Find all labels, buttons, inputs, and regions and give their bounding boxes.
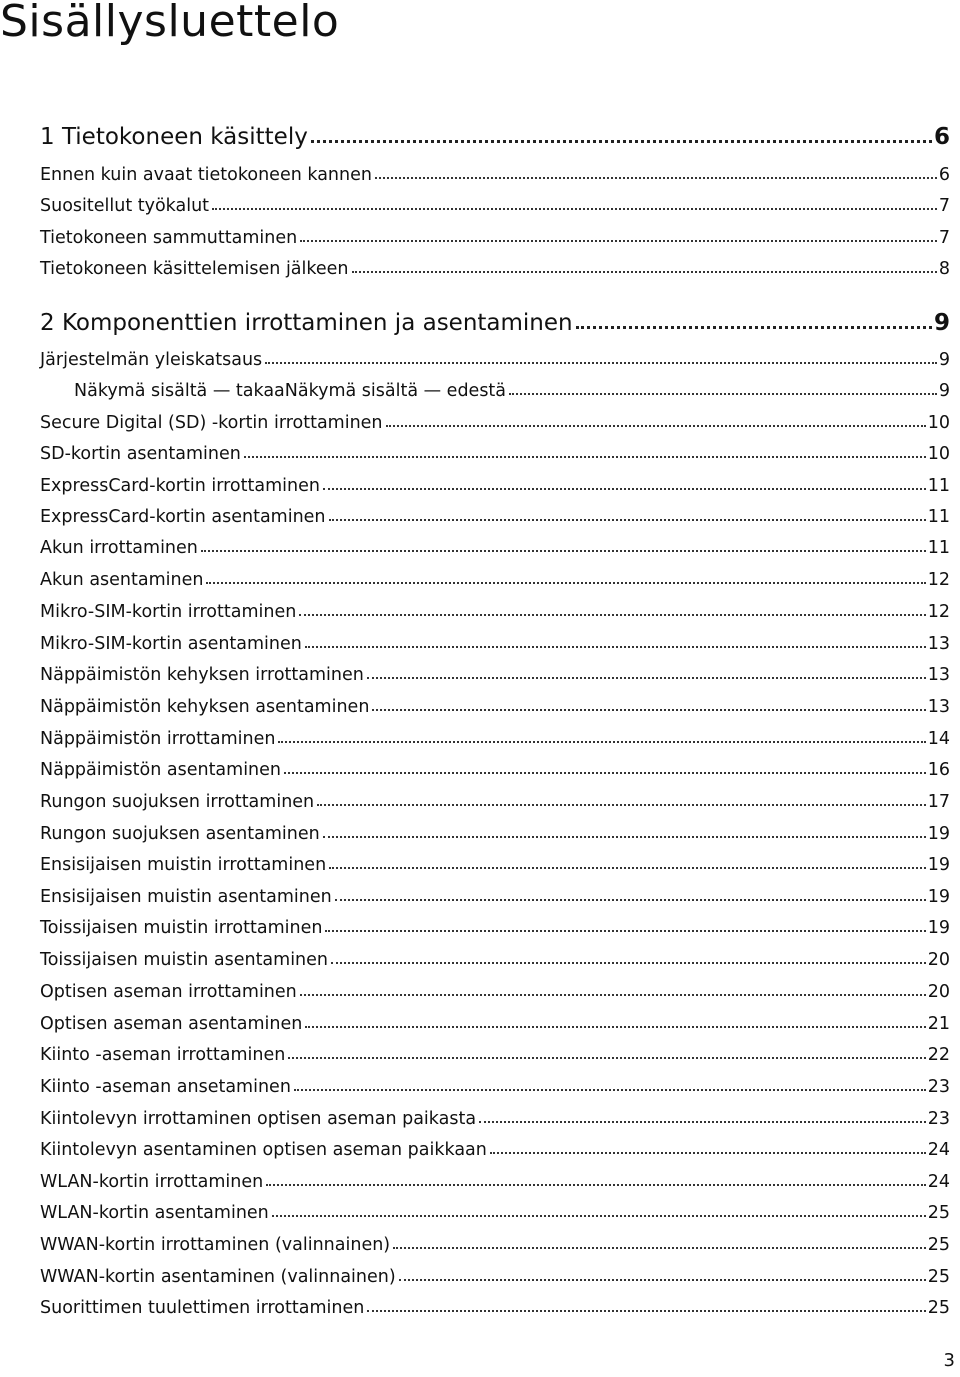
toc-entry-title: Tietokoneen sammuttaminen bbox=[40, 228, 298, 248]
toc-entry-page-number: 16 bbox=[927, 760, 950, 780]
toc-section-entry[interactable] bbox=[40, 405, 950, 433]
toc-entry-page-number: 19 bbox=[927, 918, 950, 938]
toc-chapter-entry[interactable] bbox=[40, 120, 950, 150]
dot-leader bbox=[300, 240, 937, 242]
toc-entry-title: WWAN-kortin asentaminen (valinnainen) bbox=[40, 1267, 396, 1287]
toc-section-entry[interactable] bbox=[40, 594, 950, 622]
toc-entry-page-number: 9 bbox=[938, 350, 950, 370]
toc-entry-title: Suorittimen tuulettimen irrottaminen bbox=[40, 1298, 365, 1318]
toc-section-entry[interactable] bbox=[40, 188, 950, 216]
dot-leader bbox=[305, 1026, 925, 1028]
toc-entry-title: Rungon suojuksen asentaminen bbox=[40, 824, 320, 844]
footer-page-number: 3 bbox=[943, 1350, 955, 1371]
toc-entry-page-number: 11 bbox=[927, 538, 950, 558]
dot-leader bbox=[335, 899, 926, 901]
dot-leader bbox=[272, 1215, 926, 1217]
toc-section-entry[interactable] bbox=[40, 251, 950, 279]
toc-entry-page-number: 20 bbox=[927, 950, 950, 970]
dot-leader bbox=[367, 677, 926, 679]
toc-section-entry[interactable] bbox=[40, 342, 950, 370]
toc-entry-title: Optisen aseman asentaminen bbox=[40, 1014, 303, 1034]
toc-section-entry[interactable] bbox=[40, 1069, 950, 1097]
dot-leader bbox=[244, 456, 926, 458]
toc-section-entry[interactable] bbox=[40, 721, 950, 749]
page-title: Sisällysluettelo bbox=[0, 0, 340, 47]
toc-entry-page-number: 6 bbox=[938, 165, 950, 185]
toc-entry-title: Rungon suojuksen irrottaminen bbox=[40, 792, 315, 812]
toc-section-entry[interactable] bbox=[40, 752, 950, 780]
toc-entry-page-number: 8 bbox=[938, 259, 950, 279]
toc-section-entry[interactable] bbox=[40, 1259, 950, 1287]
toc-section-entry[interactable] bbox=[40, 436, 950, 464]
dot-leader bbox=[278, 741, 925, 743]
toc-entry-title: Näppäimistön asentaminen bbox=[40, 760, 282, 780]
toc-entry-page-number: 25 bbox=[927, 1298, 950, 1318]
dot-leader bbox=[265, 362, 937, 364]
toc-entry-title: Järjestelmän yleiskatsaus bbox=[40, 350, 263, 370]
toc-entry-title: Akun irrottaminen bbox=[40, 538, 198, 558]
dot-leader bbox=[305, 646, 926, 648]
toc-section-entry[interactable] bbox=[40, 1195, 950, 1223]
toc-entry-title: WLAN-kortin asentaminen bbox=[40, 1203, 269, 1223]
toc-entry-title: Toissijaisen muistin asentaminen bbox=[40, 950, 329, 970]
toc-section-entry[interactable] bbox=[40, 816, 950, 844]
toc-entry-page-number: 9 bbox=[938, 381, 950, 401]
dot-leader bbox=[201, 550, 926, 552]
toc-entry-title: Mikro-SIM-kortin irrottaminen bbox=[40, 602, 297, 622]
toc-entry-title: WWAN-kortin irrottaminen (valinnainen) bbox=[40, 1235, 391, 1255]
toc-section-entry[interactable] bbox=[40, 499, 950, 527]
toc-entry-title: Toissijaisen muistin irrottaminen bbox=[40, 918, 323, 938]
toc-entry-page-number: 21 bbox=[927, 1014, 950, 1034]
toc-entry-title: Suositellut työkalut bbox=[40, 196, 210, 216]
dot-leader bbox=[288, 1057, 925, 1059]
toc-section-entry[interactable] bbox=[40, 847, 950, 875]
toc-entry-page-number: 13 bbox=[927, 697, 950, 717]
toc-entry-page-number: 19 bbox=[927, 855, 950, 875]
toc-entry-page-number: 13 bbox=[927, 665, 950, 685]
toc-entry-page-number: 11 bbox=[927, 507, 950, 527]
dot-leader bbox=[367, 1310, 925, 1312]
dot-leader bbox=[323, 836, 926, 838]
toc-section-entry[interactable] bbox=[40, 1037, 950, 1065]
toc-entry-title: Näkymä sisältä — takaaNäkymä sisältä — edestä bbox=[74, 381, 507, 401]
dot-leader bbox=[317, 804, 926, 806]
toc-section-entry[interactable] bbox=[40, 220, 950, 248]
toc-entry-title: WLAN-kortin irrottaminen bbox=[40, 1172, 264, 1192]
toc-entry-page-number: 10 bbox=[927, 444, 950, 464]
dot-leader bbox=[372, 709, 925, 711]
toc-entry-page-number: 14 bbox=[927, 729, 950, 749]
toc-section-entry[interactable] bbox=[40, 626, 950, 654]
toc-chapter-entry[interactable] bbox=[40, 306, 950, 336]
dot-leader bbox=[206, 582, 925, 584]
toc-section-entry[interactable] bbox=[40, 879, 950, 907]
toc-entry-page-number: 17 bbox=[927, 792, 950, 812]
dot-leader bbox=[490, 1152, 926, 1154]
toc-entry-page-number: 12 bbox=[927, 602, 950, 622]
toc-section-entry[interactable] bbox=[40, 530, 950, 558]
toc-entry-page-number: 10 bbox=[927, 413, 950, 433]
dot-leader bbox=[325, 930, 925, 932]
dot-leader bbox=[375, 177, 937, 179]
toc-entry-title: 1 Tietokoneen käsittely bbox=[40, 124, 308, 150]
toc-entry-page-number: 25 bbox=[927, 1267, 950, 1287]
toc-section-entry[interactable] bbox=[40, 974, 950, 1002]
dot-leader bbox=[294, 1089, 926, 1091]
dot-leader bbox=[576, 326, 932, 329]
toc-section-entry[interactable] bbox=[40, 1290, 950, 1318]
toc-entry-page-number: 12 bbox=[927, 570, 950, 590]
dot-leader bbox=[299, 614, 925, 616]
toc-entry-title: Ensisijaisen muistin asentaminen bbox=[40, 887, 332, 907]
toc-entry-page-number: 13 bbox=[927, 634, 950, 654]
toc-entry-title: Näppäimistön kehyksen irrottaminen bbox=[40, 665, 364, 685]
toc-entry-title: Kiintolevyn asentaminen optisen aseman paikkaan bbox=[40, 1140, 487, 1160]
toc-section-entry[interactable] bbox=[40, 910, 950, 938]
toc-section-entry[interactable] bbox=[74, 373, 950, 401]
dot-leader bbox=[284, 772, 926, 774]
toc-entry-title: Näppäimistön irrottaminen bbox=[40, 729, 276, 749]
toc-section-entry[interactable] bbox=[40, 562, 950, 590]
toc-section-entry[interactable] bbox=[40, 468, 950, 496]
toc-section-entry[interactable] bbox=[40, 1227, 950, 1255]
toc-entry-title: 2 Komponenttien irrottaminen ja asentaminen bbox=[40, 310, 573, 336]
dot-leader bbox=[399, 1279, 926, 1281]
toc-section-entry[interactable] bbox=[40, 1101, 950, 1129]
dot-leader bbox=[393, 1247, 926, 1249]
toc-entry-title: Mikro-SIM-kortin asentaminen bbox=[40, 634, 302, 654]
toc-entry-title: Kiintolevyn irrottaminen optisen aseman paikasta bbox=[40, 1109, 477, 1129]
dot-leader bbox=[509, 393, 937, 395]
toc-entry-title: ExpressCard-kortin irrottaminen bbox=[40, 476, 320, 496]
toc-section-entry[interactable] bbox=[40, 689, 950, 717]
toc-entry-page-number: 11 bbox=[927, 476, 950, 496]
toc-entry-title: Ensisijaisen muistin irrottaminen bbox=[40, 855, 327, 875]
toc-entry-page-number: 19 bbox=[927, 887, 950, 907]
dot-leader bbox=[311, 140, 932, 143]
toc-entry-page-number: 20 bbox=[927, 982, 950, 1002]
toc-entry-page-number: 7 bbox=[938, 228, 950, 248]
dot-leader bbox=[300, 994, 926, 996]
toc-entry-page-number: 23 bbox=[927, 1109, 950, 1129]
toc-entry-page-number: 6 bbox=[933, 124, 950, 150]
toc-entry-page-number: 23 bbox=[927, 1077, 950, 1097]
toc-entry-page-number: 22 bbox=[927, 1045, 950, 1065]
toc-entry-page-number: 24 bbox=[927, 1172, 950, 1192]
toc-section-entry[interactable] bbox=[40, 1132, 950, 1160]
toc-entry-title: Kiinto -aseman ansetaminen bbox=[40, 1077, 291, 1097]
dot-leader bbox=[323, 488, 926, 490]
dot-leader bbox=[331, 962, 926, 964]
toc-entry-page-number: 19 bbox=[927, 824, 950, 844]
toc-entry-title: Kiinto -aseman irrottaminen bbox=[40, 1045, 286, 1065]
toc-entry-title: Ennen kuin avaat tietokoneen kannen bbox=[40, 165, 372, 185]
toc-section-entry[interactable] bbox=[40, 1006, 950, 1034]
dot-leader bbox=[266, 1184, 926, 1186]
dot-leader bbox=[329, 519, 926, 521]
toc-entry-page-number: 7 bbox=[938, 196, 950, 216]
dot-leader bbox=[329, 867, 926, 869]
toc-section-entry[interactable] bbox=[40, 784, 950, 812]
toc-entry-title: Secure Digital (SD) -kortin irrottaminen bbox=[40, 413, 383, 433]
toc-entry-title: Tietokoneen käsittelemisen jälkeen bbox=[40, 259, 349, 279]
toc-entry-title: Akun asentaminen bbox=[40, 570, 204, 590]
toc-entry-page-number: 9 bbox=[933, 310, 950, 336]
dot-leader bbox=[212, 208, 937, 210]
toc-entry-page-number: 24 bbox=[927, 1140, 950, 1160]
toc-section-entry[interactable] bbox=[40, 942, 950, 970]
toc-entry-page-number: 25 bbox=[927, 1203, 950, 1223]
toc-section-entry[interactable] bbox=[40, 1164, 950, 1192]
dot-leader bbox=[352, 271, 937, 273]
toc-entry-title: Optisen aseman irrottaminen bbox=[40, 982, 297, 1002]
toc-entry-title: Näppäimistön kehyksen asentaminen bbox=[40, 697, 370, 717]
toc-entry-page-number: 25 bbox=[927, 1235, 950, 1255]
toc-entry-title: ExpressCard-kortin asentaminen bbox=[40, 507, 326, 527]
toc-section-entry[interactable] bbox=[40, 657, 950, 685]
toc-entry-title: SD-kortin asentaminen bbox=[40, 444, 241, 464]
dot-leader bbox=[479, 1121, 926, 1123]
toc-section-entry[interactable] bbox=[40, 157, 950, 185]
dot-leader bbox=[386, 425, 926, 427]
